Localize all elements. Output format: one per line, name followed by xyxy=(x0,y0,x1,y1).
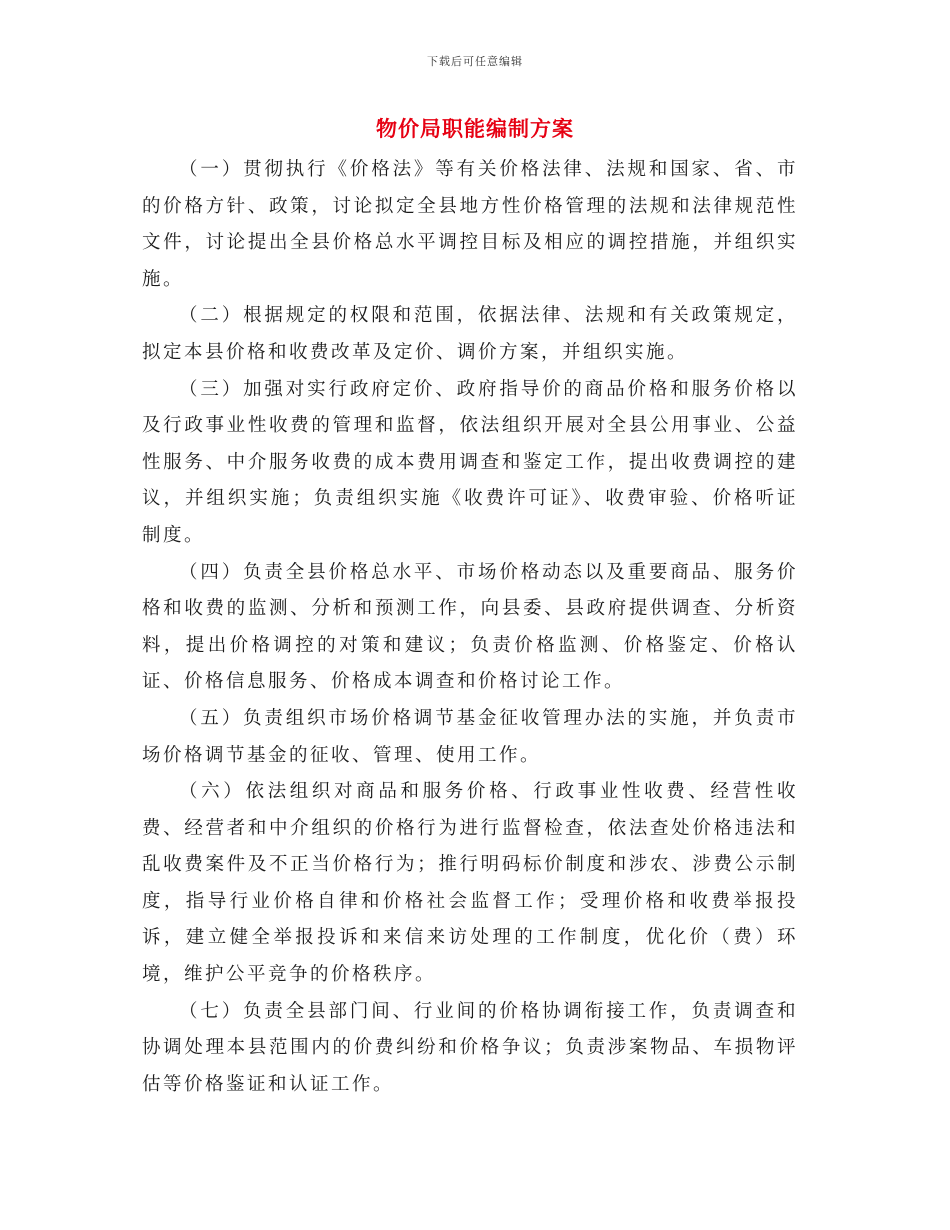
paragraph-2: （二）根据规定的权限和范围，依据法律、法规和有关政策规定，拟定本县价格和收费改革及定价、调价方案，并组织实施。 xyxy=(142,305,798,363)
paragraph-4: （四）负责全县价格总水平、市场价格动态以及重要商品、服务价格和收费的监测、分析和预测工作，向县委、县政府提供调查、分析资料，提出价格调控的对策和建议；负责价格监测、价格鉴定、价格认证、价格信息服务、价格成本调查和价格讨论工作。 xyxy=(142,561,798,693)
document-title: 物价局职能编制方案 xyxy=(376,117,574,141)
paragraph-5: （五）负责组织市场价格调节基金征收管理办法的实施，并负责市场价格调节基金的征收、管理、使用工作。 xyxy=(142,707,798,766)
paragraph-6: （六）依法组织对商品和服务价格、行政事业性收费、经营性收费、经营者和中介组织的价格行为进行监督检查，依法查处价格违法和乱收费案件及不正当价格行为；推行明码标价制度和涉农、涉费公示制度，指导行业价格自律和价格社会监督工作；受理价格和收费举报投诉，建立健全举报投诉和来信来访处理的工作制度，优化价（费）环境，维护公平竞争的价格秩序。 xyxy=(142,781,798,986)
document-body xyxy=(142,152,798,1103)
paragraph-1: （一）贯彻执行《价格法》等有关价格法律、法规和国家、省、市的价格方针、政策，讨论拟定全县地方性价格管理的法规和法律规范性文件，讨论提出全县价格总水平调控目标及相应的调控措施，并组织实施。 xyxy=(142,159,798,290)
paragraph-7: （七）负责全县部门间、行业间的价格协调衔接工作，负责调查和协调处理本县范围内的价费纠纷和价格争议；负责涉案物品、车损物评估等价格鉴证和认证工作。 xyxy=(142,1000,798,1095)
download-note: 下载后可任意编辑 xyxy=(427,55,523,68)
paragraph-3: （三）加强对实行政府定价、政府指导价的商品价格和服务价格以及行政事业性收费的管理和监督，依法组织开展对全县公用事业、公益性服务、中介服务收费的成本费用调查和鉴定工作，提出收费调控的建议，并组织实施；负责组织实施《收费许可证》、收费审验、价格听证制度。 xyxy=(142,378,798,546)
